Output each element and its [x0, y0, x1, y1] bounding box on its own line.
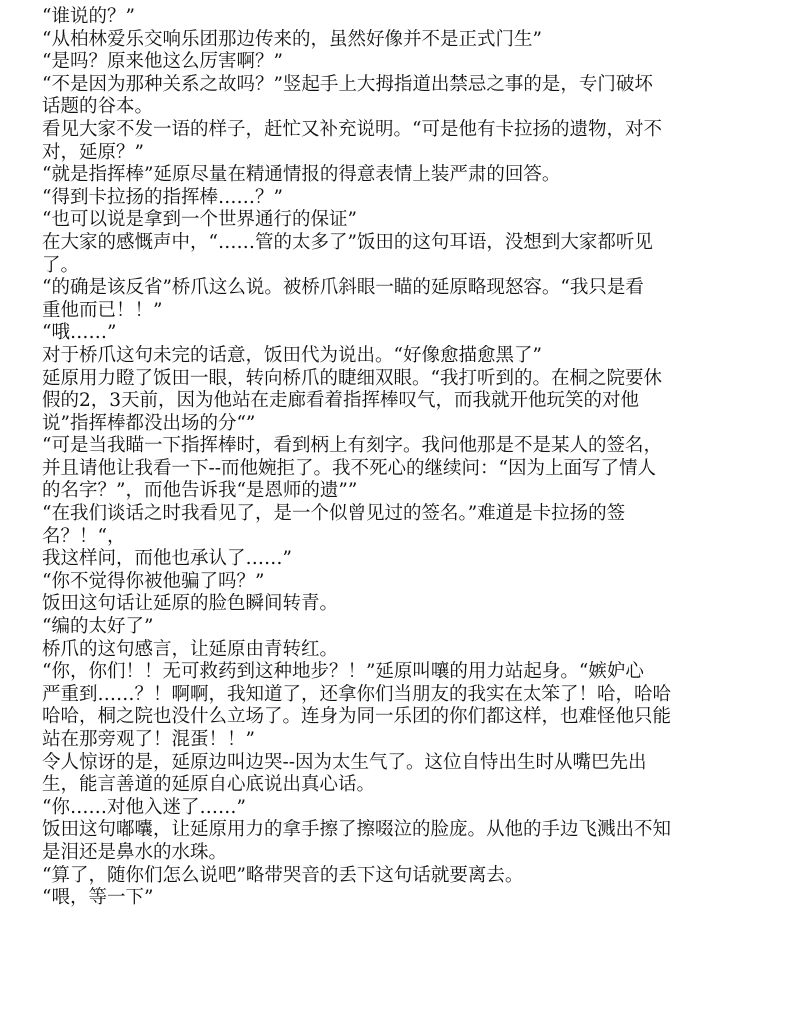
text-line: “你，你们！！无可救药到这种地步？！”延原叫嚷的用力站起身。“嫉妒心	[42, 661, 644, 683]
text-line: 了。	[42, 254, 80, 276]
text-line: “得到卡拉扬的指挥棒……？”	[42, 186, 283, 208]
text-line: “你不觉得你被他骗了吗？”	[42, 570, 265, 592]
text-line: 令人惊讶的是，延原边叫边哭--因为太生气了。这位自恃出生时从嘴巴先出	[42, 751, 647, 773]
text-line: 哈哈，桐之院也没什么立场了。连身为同一乐团的你们都这样，也难怪他只能	[42, 706, 672, 728]
text-line: 是泪还是鼻水的水珠。	[42, 841, 228, 863]
text-line: “编的太好了”	[42, 616, 154, 638]
text-line: 在大家的感慨声中，“……管的太多了”饭田的这句耳语，没想到大家都听见	[42, 231, 653, 253]
text-line: 重他而已！！”	[42, 299, 163, 321]
text-line: 话题的谷本。	[42, 96, 154, 118]
text-line: 名？！“，	[42, 525, 126, 547]
text-line: 桥爪的这句感言，让延原由青转红。	[42, 638, 339, 660]
text-line: 的名字？”，而他告诉我“是恩师的遗””	[42, 480, 358, 502]
text-line: 站在那旁观了！混蛋！！”	[42, 729, 255, 750]
text-line: 对，延原？”	[42, 141, 144, 163]
text-line: 并且请他让我看一下--而他婉拒了。我不死心的继续问：“因为上面写了情人	[42, 457, 656, 479]
text-line: “喂，等一下”	[42, 887, 154, 909]
text-line: 延原用力瞪了饭田一眼，转向桥爪的睫细双眼。“我打听到的。在桐之院要休	[42, 367, 662, 389]
text-line: “谁说的？”	[42, 6, 135, 27]
text-line: “哦……”	[42, 322, 117, 344]
text-line: “也可以说是拿到一个世界通行的保证”	[42, 209, 357, 231]
text-line: “算了，随你们怎么说吧”略带哭音的丢下这句话就要离去。	[42, 864, 524, 886]
text-line: “的确是该反省”桥爪这么说。被桥爪斜眼一瞄的延原略现怒容。“我只是看	[42, 277, 644, 299]
text-line: 生，能言善道的延原自心底说出真心话。	[42, 774, 376, 796]
text-line: 严重到……？！啊啊，我知道了，还拿你们当朋友的我实在太笨了！哈，哈哈	[42, 683, 672, 705]
text-line: “就是指挥棒”延原尽量在精通情报的得意表情上装严肃的回答。	[42, 164, 561, 186]
text-line: “从柏林爱乐交响乐团那边传来的，虽然好像并不是正式门生”	[42, 28, 542, 50]
text-line: 假的2，3天前，因为他站在走廊看着指挥棒叹气，而我就开他玩笑的对他	[42, 390, 640, 412]
text-line: 说”指挥棒都没出场的分“”	[42, 412, 256, 434]
text-line: “是吗？原来他这么厉害啊？”	[42, 51, 283, 73]
text-line: 饭田这句嘟囔，让延原用力的拿手擦了擦啜泣的脸庞。从他的手边飞溅出不知	[42, 819, 672, 841]
text-line: “你……对他入迷了……”	[42, 796, 246, 818]
text-line: 看见大家不发一语的样子，赶忙又补充说明。“可是他有卡拉扬的遗物，对不	[42, 118, 662, 140]
text-line: “在我们谈话之时我看见了，是一个似曾见过的签名。”难道是卡拉扬的签	[42, 503, 626, 525]
text-line: 对于桥爪这句未完的话意，饭田代为说出。“好像愈描愈黑了”	[42, 344, 542, 366]
text-line: “不是因为那种关系之故吗？”竖起手上大拇指道出禁忌之事的是，专门破坏	[42, 73, 653, 95]
text-line: 我这样问，而他也承认了……”	[42, 548, 292, 570]
text-line: 饭田这句话让延原的脸色瞬间转青。	[42, 593, 339, 615]
text-line: “可是当我瞄一下指挥棒时，看到柄上有刻字。我问他那是不是某人的签名，	[42, 435, 662, 457]
